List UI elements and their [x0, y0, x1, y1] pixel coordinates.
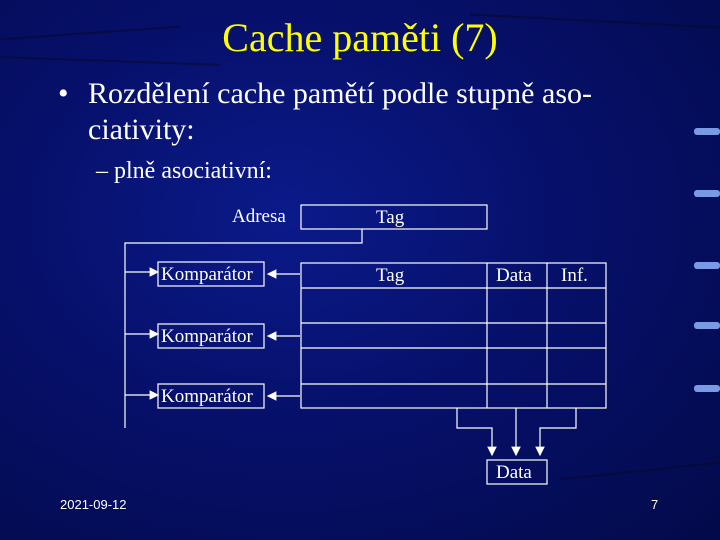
column-header-inf: Inf.: [561, 265, 588, 286]
output-line-3: [540, 408, 576, 455]
bullet-text: Rozdělení cache pamětí podle stupně aso- ciativity:: [88, 77, 592, 146]
address-label: Adresa: [232, 206, 286, 227]
comparator-label-2: Komparátor: [161, 326, 253, 347]
column-header-data: Data: [496, 265, 532, 286]
output-data-label: Data: [496, 462, 532, 483]
bullet-marker: •: [58, 77, 69, 110]
output-line-1: [457, 408, 492, 455]
address-tag-label: Tag: [376, 207, 405, 228]
column-header-tag: Tag: [376, 265, 405, 286]
comparator-label-1: Komparátor: [161, 264, 253, 285]
comparator-label-3: Komparátor: [161, 386, 253, 407]
footer-date: 2021-09-12: [60, 497, 127, 512]
sub-bullet: – plně asociativní:: [96, 158, 272, 184]
slide-title: Cache paměti (7): [222, 15, 498, 60]
footer-page-number: 7: [651, 497, 659, 512]
